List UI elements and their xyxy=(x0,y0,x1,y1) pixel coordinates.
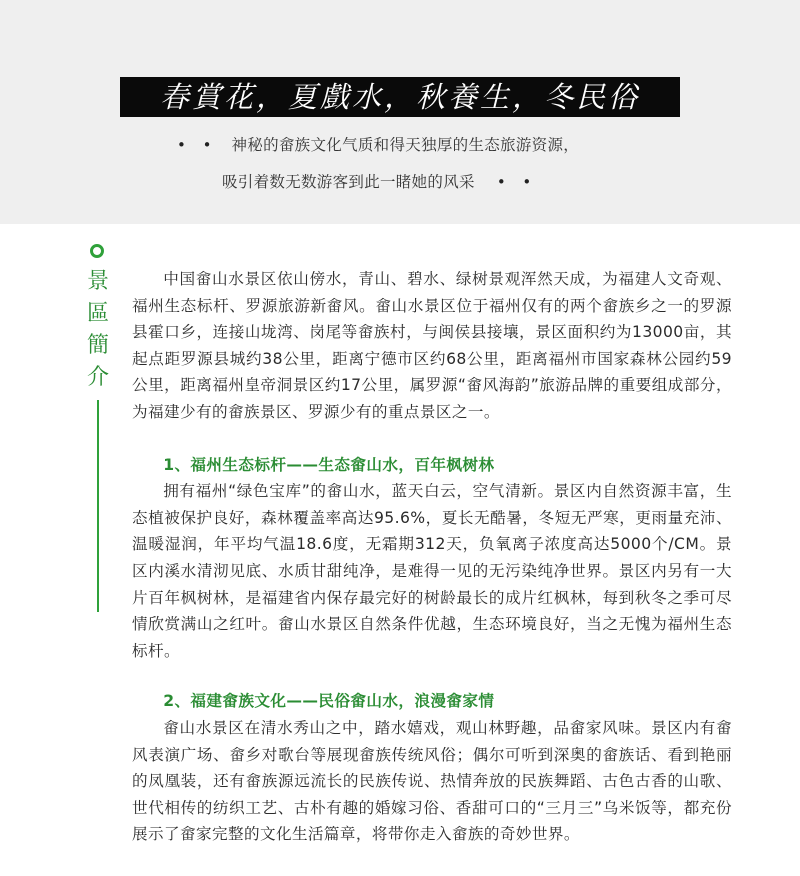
header-band xyxy=(0,0,800,224)
spacer xyxy=(132,664,732,688)
section-1-body: 拥有福州“绿色宝库”的畲山水，蓝天白云，空气清新。景区内自然资源丰富，生态植被保护良好，森林覆盖率高达95.6%，夏长无酷暑，冬短无严寒，更雨量充沛、温暖湿润，年平均气温18.6度，无霜期312天，负氧离子浓度高达5000个/CM。景区内溪水清沏见底、水质甘甜纯净，是难得一见的无污染纯净世界。景区内另有一大片百年枫树林，是福建省内保存最完好的树龄最长的成片红枫林，每到秋冬之季可尽情欣赏满山之红叶。畲山水景区自然条件优越，生态环境良好，当之无愧为福州生态标杆。 xyxy=(132,482,732,660)
banner-title: 春賞花，夏戲水，秋養生，冬民俗 xyxy=(120,77,680,117)
subtitle-line-1 xyxy=(177,133,579,155)
section-2-body: 畲山水景区在清水秀山之中，踏水嬉戏，观山林野趣，品畲家风味。景区内有畲风表演广场、畲乡对歌台等展现畲族传统风俗；偶尔可听到深奥的畲族话、看到艳丽的凤凰装，还有畲族源远流长的民族传说、热情奔放的民族舞蹈、古色古香的山歌、世代相传的纺织工艺、古朴有趣的婚嫁习俗、香甜可口的“三月三”乌米饭等，都充份展示了畲家完整的文化生活篇章，将带你走入畲族的奇妙世界。 xyxy=(132,718,732,844)
spacer xyxy=(132,426,732,452)
section-vertical-title xyxy=(86,266,110,394)
vertical-title-char: 區 xyxy=(86,301,109,326)
section-1-title: 1、福州生态标杆——生态畲山水，百年枫树林 xyxy=(163,455,495,474)
vertical-title-char: 簡 xyxy=(86,333,109,358)
intro-paragraph: 中国畲山水景区依山傍水，青山、碧水、绿树景观浑然天成，为福建人文奇观、福州生态标杆、罗源旅游新畲风。畲山水景区位于福州仅有的两个畲族乡之一的罗源县霍口乡，连接山垅湾、岗尾等畲族村，与闽侯县接壤，景区面积约为13000亩，其起点距罗源县城约38公里，距离宁德市区约68公里，距离福州市国家森林公园约59公里，距离福州皇帝洞景区约17公里，属罗源“畲风海韵”旅游品牌的重要组成部分，为福建少有的畲族景区、罗源少有的重点景区之一。 xyxy=(132,270,732,421)
subtitle-line-2 xyxy=(222,170,537,192)
vertical-divider xyxy=(97,400,99,612)
bullet-dots-icon: • • xyxy=(177,136,218,154)
subtitle-text-2: 吸引着数无数游客到此一睹她的风采 xyxy=(222,173,475,191)
circle-icon xyxy=(90,244,104,258)
section-2-title: 2、福建畲族文化——民俗畲山水，浪漫畲家情 xyxy=(163,692,495,711)
bullet-dots-icon: • • xyxy=(496,173,538,191)
article-body xyxy=(132,266,732,848)
vertical-title-char: 介 xyxy=(86,365,109,390)
subtitle-text-1: 神秘的畲族文化气质和得天独厚的生态旅游资源， xyxy=(231,136,580,154)
vertical-title-char: 景 xyxy=(86,269,109,294)
